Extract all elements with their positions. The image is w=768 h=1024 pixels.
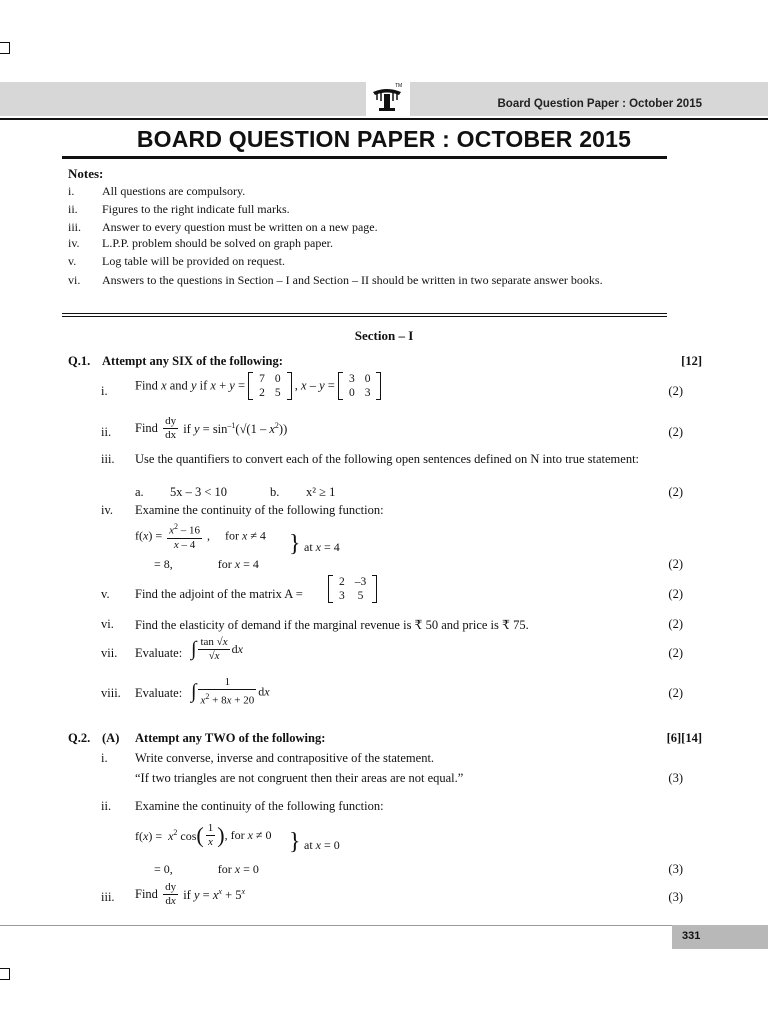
- integral-expression: ∫ $\frac{\tan √x}{√x}$ dx: [191, 636, 243, 662]
- item-quote: “If two triangles are not congruent then their areas are not equal.”: [135, 771, 464, 785]
- question-marks: [6][14]: [666, 731, 702, 745]
- item-marks: (3): [668, 862, 683, 876]
- q2-item-iii-expression: Find $\frac{dy}{dx}$ if $y = x^x + 5^x$: [135, 881, 246, 907]
- brace: }: [289, 531, 301, 557]
- crop-mark-bottom: [0, 968, 10, 980]
- item-number: viii.: [101, 686, 121, 700]
- piecewise-function: f(x) = $\frac{x^2 - 16}{x - 4}$ , for x ≠ 4: [135, 522, 266, 551]
- question-heading: Attempt any TWO of the following:: [135, 731, 326, 745]
- crop-mark-top: [0, 42, 10, 54]
- continuity-point: at x = 4: [304, 540, 340, 554]
- piecewise-function: $f(x) = x^2$ cos( $\frac{1}{x}$ ), for x ≠ 0: [135, 822, 272, 848]
- note-item: vi. Answers to the questions in Section – I and Section – II should be written in two separate answer books.: [68, 273, 603, 287]
- page-number: 331: [682, 930, 701, 942]
- matrix-A: 2 –3 3 5: [328, 575, 377, 603]
- item-marks: (3): [668, 890, 683, 904]
- item-marks: (2): [668, 646, 683, 660]
- item-number: ii.: [101, 425, 112, 439]
- page-title: BOARD QUESTION PAPER : OCTOBER 2015: [136, 126, 632, 152]
- notes-rule-1: [62, 313, 667, 314]
- item-marks: (2): [668, 587, 683, 601]
- sub-item-expression: 5x – 3 < 10: [170, 485, 228, 499]
- question-heading: Attempt any SIX of the following:: [102, 354, 283, 368]
- note-item: iii. Answer to every question must be written on a new page.: [68, 220, 378, 234]
- question-marks: [12]: [681, 354, 702, 368]
- footer-rule: [0, 925, 672, 926]
- item-marks: (3): [668, 771, 683, 785]
- item-marks: (2): [668, 557, 683, 571]
- item-marks: (2): [668, 617, 683, 631]
- item-text: Find the elasticity of demand if the marginal revenue is ₹ 50 and price is ₹ 75.: [135, 618, 529, 632]
- item-text: Evaluate:: [135, 646, 183, 660]
- note-item: v. Log table will be provided on request.: [68, 254, 285, 268]
- item-text: Examine the continuity of the following function:: [135, 799, 384, 813]
- sub-item-expression: x² ≥ 1: [306, 485, 336, 499]
- piecewise-function-case2: = 0, for x = 0: [154, 862, 259, 876]
- question-part: (A): [102, 731, 120, 745]
- item-number: i.: [101, 751, 108, 765]
- integral-expression: ∫ $\frac{1}{x^2 + 8x + 20}$ dx: [191, 676, 270, 707]
- item-marks: (2): [668, 425, 683, 439]
- item-text: Evaluate:: [135, 686, 183, 700]
- note-item: ii. Figures to the right indicate full marks.: [68, 202, 290, 216]
- q1-item-i-expression: Find x and y if x + y = 7 0 2 5 , x – y = 3 0 0 3: [135, 372, 381, 400]
- item-number: ii.: [101, 799, 112, 813]
- item-text: Use the quantifiers to convert each of the following open sentences defined on N into true statement:: [135, 452, 640, 466]
- note-item: iv. L.P.P. problem should be solved on graph paper.: [68, 236, 333, 250]
- trademark-mark: TM: [395, 83, 403, 89]
- item-marks: (2): [668, 384, 683, 398]
- q1-item-ii-expression: Find $\frac{dy}{dx}$ if $y = \sin^{-1}(√(1 - x^2))$: [135, 415, 288, 441]
- notes-rule-2: [62, 316, 667, 317]
- piecewise-function-case2: = 8, for x = 4: [154, 557, 259, 571]
- item-number: iii.: [101, 890, 115, 904]
- running-title: Board Question Paper : October 2015: [497, 98, 702, 110]
- section-heading: Section – I: [354, 328, 414, 343]
- header-rule: [0, 118, 768, 120]
- notes-heading: Notes:: [68, 166, 104, 181]
- item-number: vii.: [101, 646, 118, 660]
- sub-item-label: b.: [270, 485, 280, 499]
- title-underline: [62, 156, 667, 159]
- question-label: Q.1.: [68, 354, 91, 368]
- item-number: v.: [101, 587, 110, 601]
- sub-item-label: a.: [135, 485, 144, 499]
- item-marks: (2): [668, 686, 683, 700]
- continuity-point: at x = 0: [304, 838, 340, 852]
- brace: }: [289, 829, 301, 855]
- item-text: Examine the continuity of the following function:: [135, 503, 384, 517]
- question-label: Q.2.: [68, 731, 91, 745]
- item-number: iv.: [101, 503, 114, 517]
- item-text: Find the adjoint of the matrix A =: [135, 587, 303, 601]
- item-marks: (2): [668, 485, 683, 499]
- item-number: iii.: [101, 452, 115, 466]
- target-publications-logo-icon: [371, 86, 403, 112]
- item-text: Write converse, inverse and contrapositive of the statement.: [135, 751, 435, 765]
- note-item: i. All questions are compulsory.: [68, 184, 246, 198]
- item-number: i.: [101, 384, 108, 398]
- item-number: vi.: [101, 617, 114, 631]
